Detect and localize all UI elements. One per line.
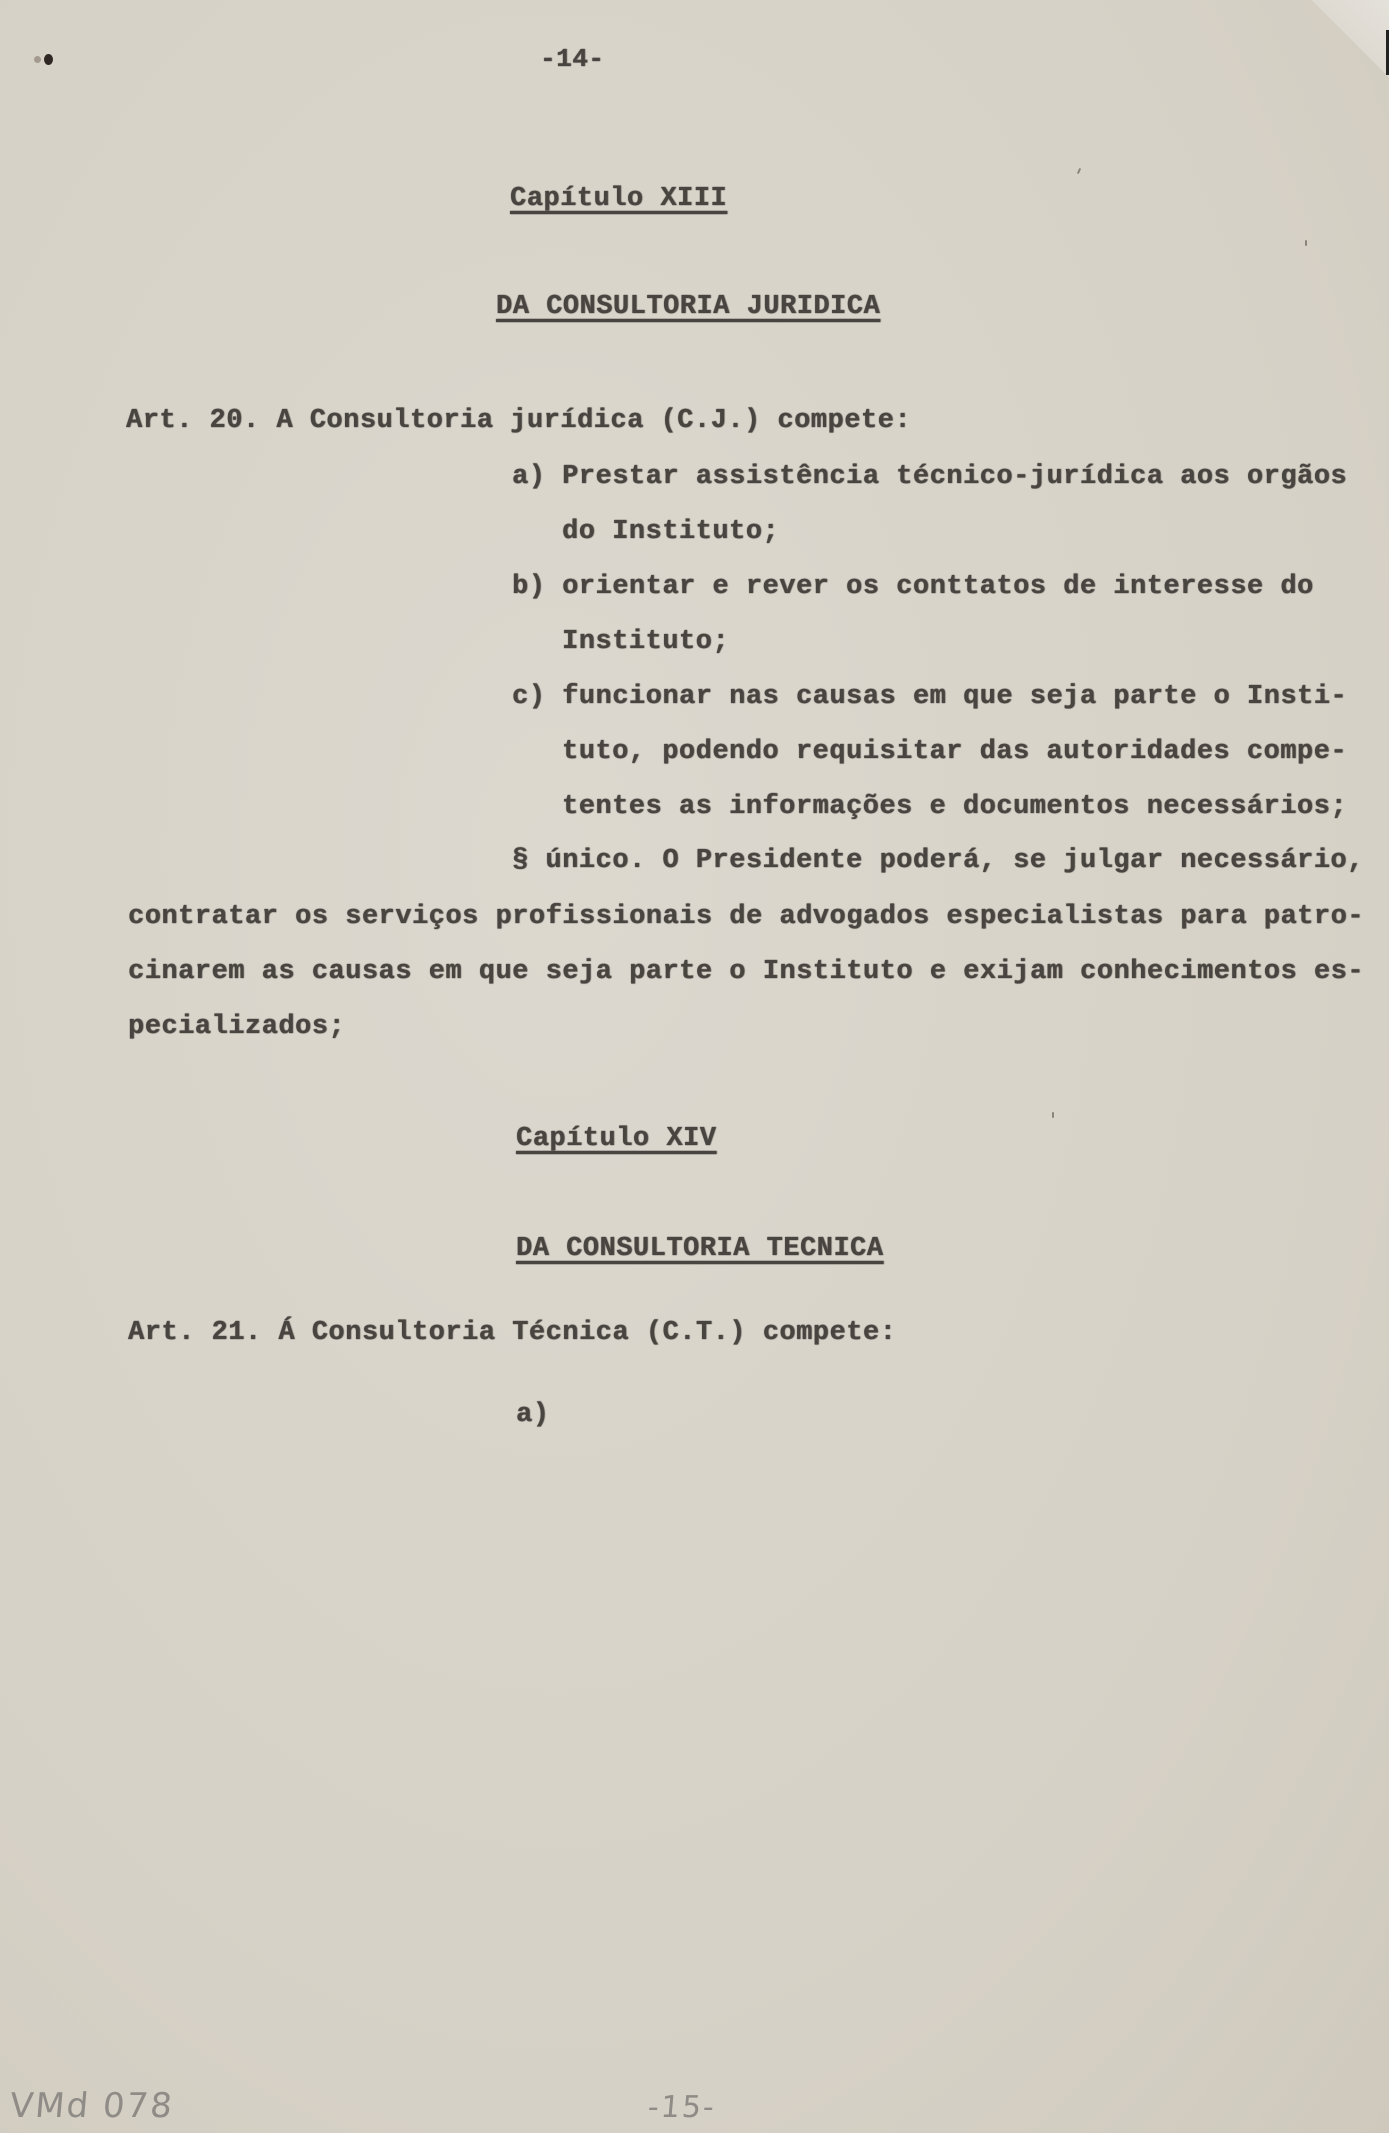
chapter-xiv-subtitle: DA CONSULTORIA TECNICA [516,1234,884,1264]
art20-paragraph-line4: pecializados; [128,1012,346,1042]
punch-hole-mark [34,54,64,68]
paper-speck [1052,1112,1054,1118]
art20-item-b-line1: b) orientar e rever os conttatos de interesse do [512,572,1314,602]
art20-item-c-line3: tentes as informações e documentos necessários; [562,792,1348,822]
art20-item-c-line2: tuto, podendo requisitar das autoridades compe- [562,737,1348,767]
handwritten-archive-code: VMd 078 [8,2086,176,2126]
art20-item-a-line2: do Instituto; [562,517,780,547]
art20-paragraph-line1: § único. O Presidente poderá, se julgar necessário, [512,846,1364,876]
chapter-xiii-title: Capítulo XIII [510,184,728,214]
art21-item-a: a) [516,1400,550,1430]
art20-heading: Art. 20. A Consultoria jurídica (C.J.) compete: [126,406,912,436]
art20-item-b-line2: Instituto; [562,627,730,657]
paper-speck [1305,240,1307,246]
page-number: -14- [540,44,605,74]
art20-item-a-line1: a) Prestar assistência técnico-jurídica aos orgãos [512,462,1348,492]
handwritten-page-number: -15- [646,2090,718,2125]
page-corner-fold [1299,0,1389,80]
art20-item-c-line1: c) funcionar nas causas em que seja parte o Insti- [512,682,1348,712]
art21-heading: Art. 21. Á Consultoria Técnica (C.T.) compete: [128,1318,897,1348]
paper-speck [1077,168,1081,174]
chapter-xiv-title: Capítulo XIV [516,1124,717,1154]
chapter-xiii-subtitle: DA CONSULTORIA JURIDICA [496,292,881,322]
art20-paragraph-line3: cinarem as causas em que seja parte o Instituto e exijam conhecimentos es- [128,957,1364,987]
art20-paragraph-line2: contratar os serviços profissionais de advogados especialistas para patro- [128,902,1364,932]
